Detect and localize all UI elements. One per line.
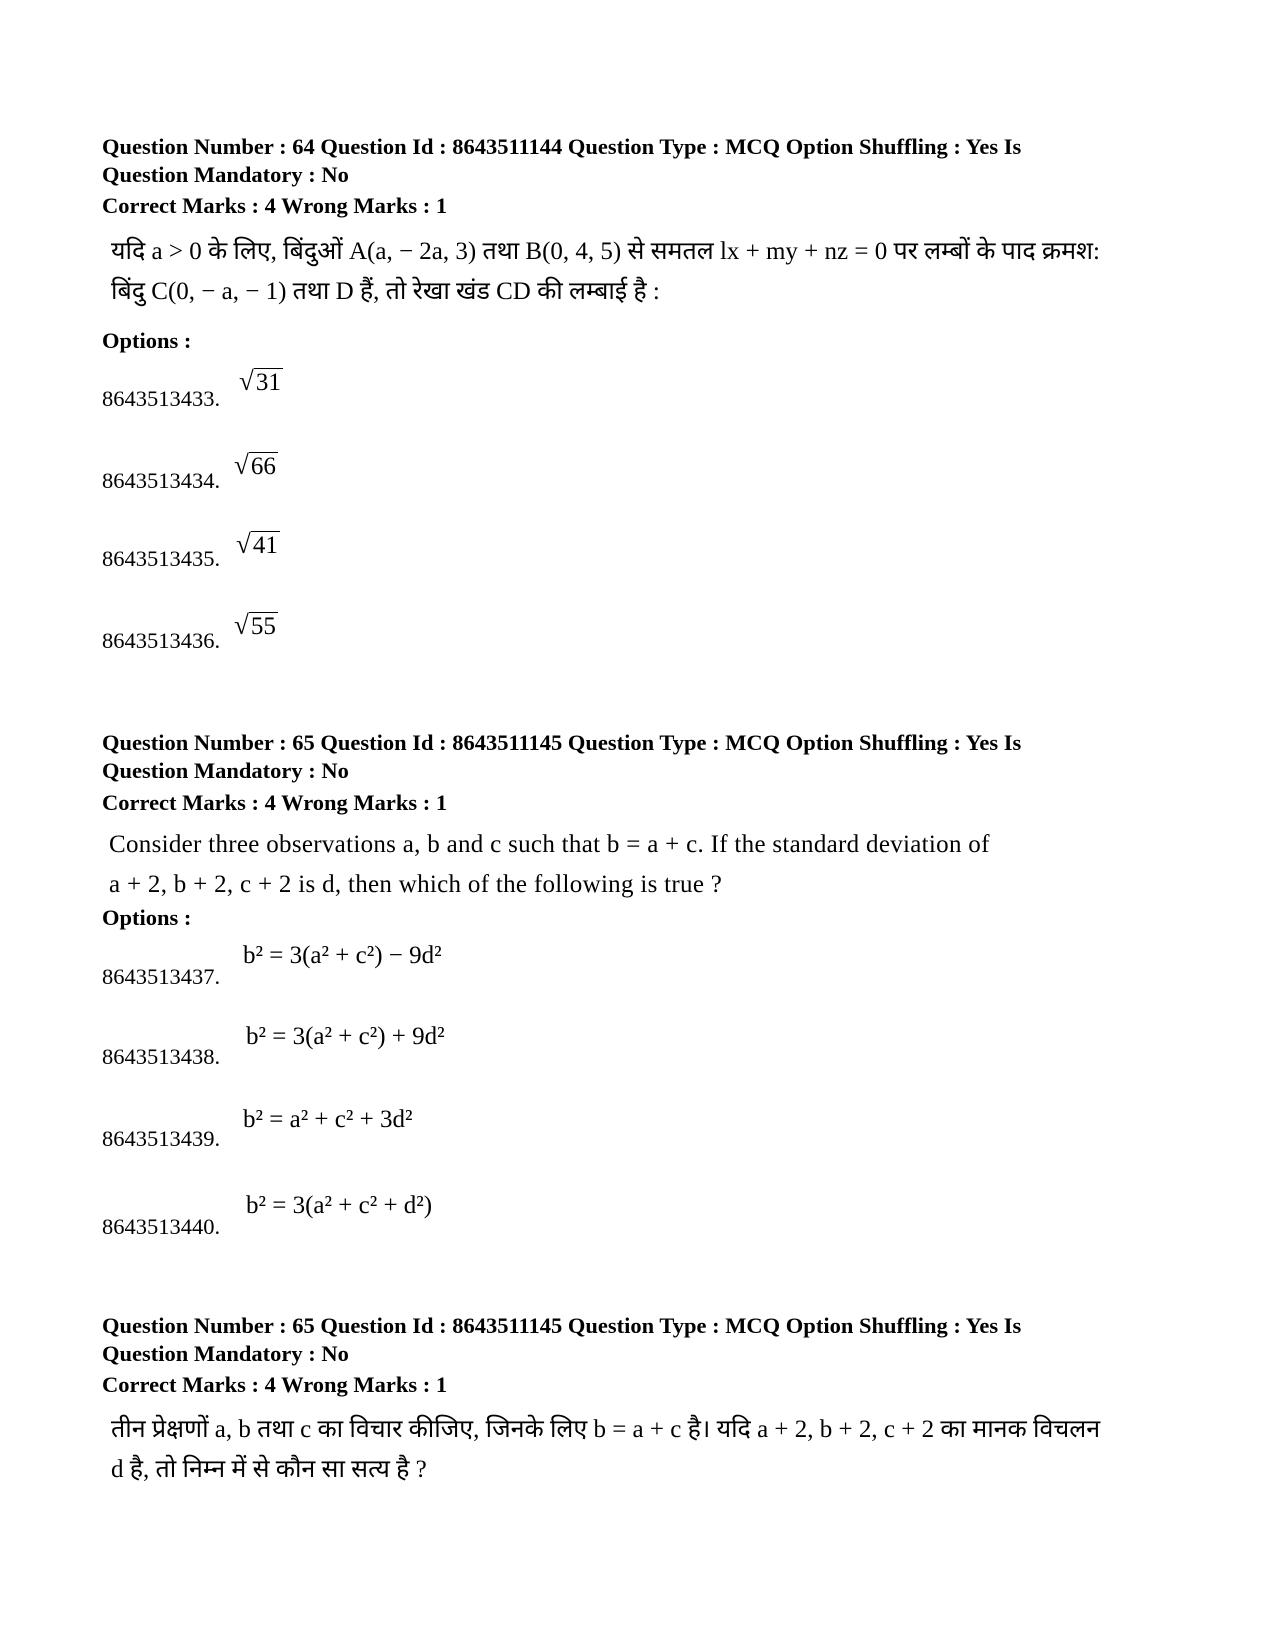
question-meta-line-1: Question Number : 65 Question Id : 8643511145 Question Type : MCQ Option Shuffling : Yes Is — [102, 730, 1022, 755]
option-id: 8643513433. — [102, 386, 221, 411]
question-meta-line-2: Question Mandatory : No — [102, 1341, 349, 1366]
question-meta-line-1: Question Number : 64 Question Id : 8643511144 Question Type : MCQ Option Shuffling : Yes Is — [102, 134, 1022, 159]
option-id: 8643513434. — [102, 468, 221, 493]
question-text-line-1: तीन प्रेक्षणों a, b तथा c का विचार कीजिए, जिनके लिए b = a + c है। यदि a + 2, b + 2, c + 2 का मानक विचलन — [111, 1416, 1101, 1443]
option-formula: b² = a² + c² + 3d² — [243, 1106, 413, 1133]
option-row[interactable] — [102, 444, 802, 514]
option-id: 8643513438. — [102, 1044, 221, 1069]
option-sqrt-formula: √66 — [234, 450, 276, 480]
question-65-hindi-meta — [102, 1312, 1182, 1368]
question-64-options-label: Options : — [102, 328, 192, 353]
question-meta-line-1: Question Number : 65 Question Id : 8643511145 Question Type : MCQ Option Shuffling : Yes Is — [102, 1313, 1022, 1338]
question-65-marks: Correct Marks : 4 Wrong Marks : 1 — [102, 790, 448, 815]
question-64-text — [111, 232, 1191, 312]
question-64-meta — [102, 133, 1182, 189]
sqrt-radicand: 31 — [255, 369, 281, 396]
option-id: 8643513435. — [102, 546, 221, 571]
option-row[interactable] — [102, 1106, 802, 1176]
option-row[interactable] — [102, 1022, 802, 1092]
option-formula: b² = 3(a² + c²) + 9d² — [246, 1023, 445, 1050]
question-text-line-1: यदि a > 0 के लिए, बिंदुओं A(a, − 2a, 3) तथा B(0, 4, 5) से समतल lx + my + nz = 0 पर लम्बों के पाद क्रमश: — [111, 238, 1100, 265]
option-sqrt-formula: √55 — [234, 610, 276, 640]
option-row[interactable] — [102, 606, 802, 676]
question-meta-line-2: Question Mandatory : No — [102, 758, 349, 783]
option-row[interactable] — [102, 524, 802, 594]
question-text-line-2: a + 2, b + 2, c + 2 is d, then which of the following is true ? — [109, 871, 723, 898]
sqrt-radicand: 66 — [250, 453, 276, 480]
option-sqrt-formula: √41 — [236, 529, 278, 559]
sqrt-radicand: 41 — [252, 532, 278, 559]
question-meta-line-2: Question Mandatory : No — [102, 162, 349, 187]
option-formula: b² = 3(a² + c²) − 9d² — [243, 942, 442, 969]
option-sqrt-formula: √31 — [239, 366, 281, 396]
question-65-options-label: Options : — [102, 905, 192, 930]
option-row[interactable] — [102, 362, 802, 432]
question-65-text — [109, 825, 1189, 905]
question-65-meta — [102, 729, 1182, 785]
option-id: 8643513440. — [102, 1214, 221, 1239]
question-65-hindi-marks: Correct Marks : 4 Wrong Marks : 1 — [102, 1372, 448, 1397]
question-text-line-1: Consider three observations a, b and c such that b = a + c. If the standard deviation of — [109, 831, 990, 858]
option-row[interactable] — [102, 940, 802, 1010]
sqrt-radicand: 55 — [250, 613, 276, 640]
question-64-marks: Correct Marks : 4 Wrong Marks : 1 — [102, 193, 448, 218]
option-row[interactable] — [102, 1192, 802, 1262]
question-text-line-2: बिंदु C(0, − a, − 1) तथा D हैं, तो रेखा खंड CD की लम्बाई है : — [111, 278, 660, 305]
option-id: 8643513437. — [102, 964, 221, 989]
option-formula: b² = 3(a² + c² + d²) — [246, 1192, 433, 1219]
option-id: 8643513439. — [102, 1126, 221, 1151]
question-65-hindi-text — [111, 1410, 1191, 1490]
question-text-line-2: d है, तो निम्न में से कौन सा सत्य है ? — [111, 1456, 427, 1483]
option-id: 8643513436. — [102, 628, 221, 653]
